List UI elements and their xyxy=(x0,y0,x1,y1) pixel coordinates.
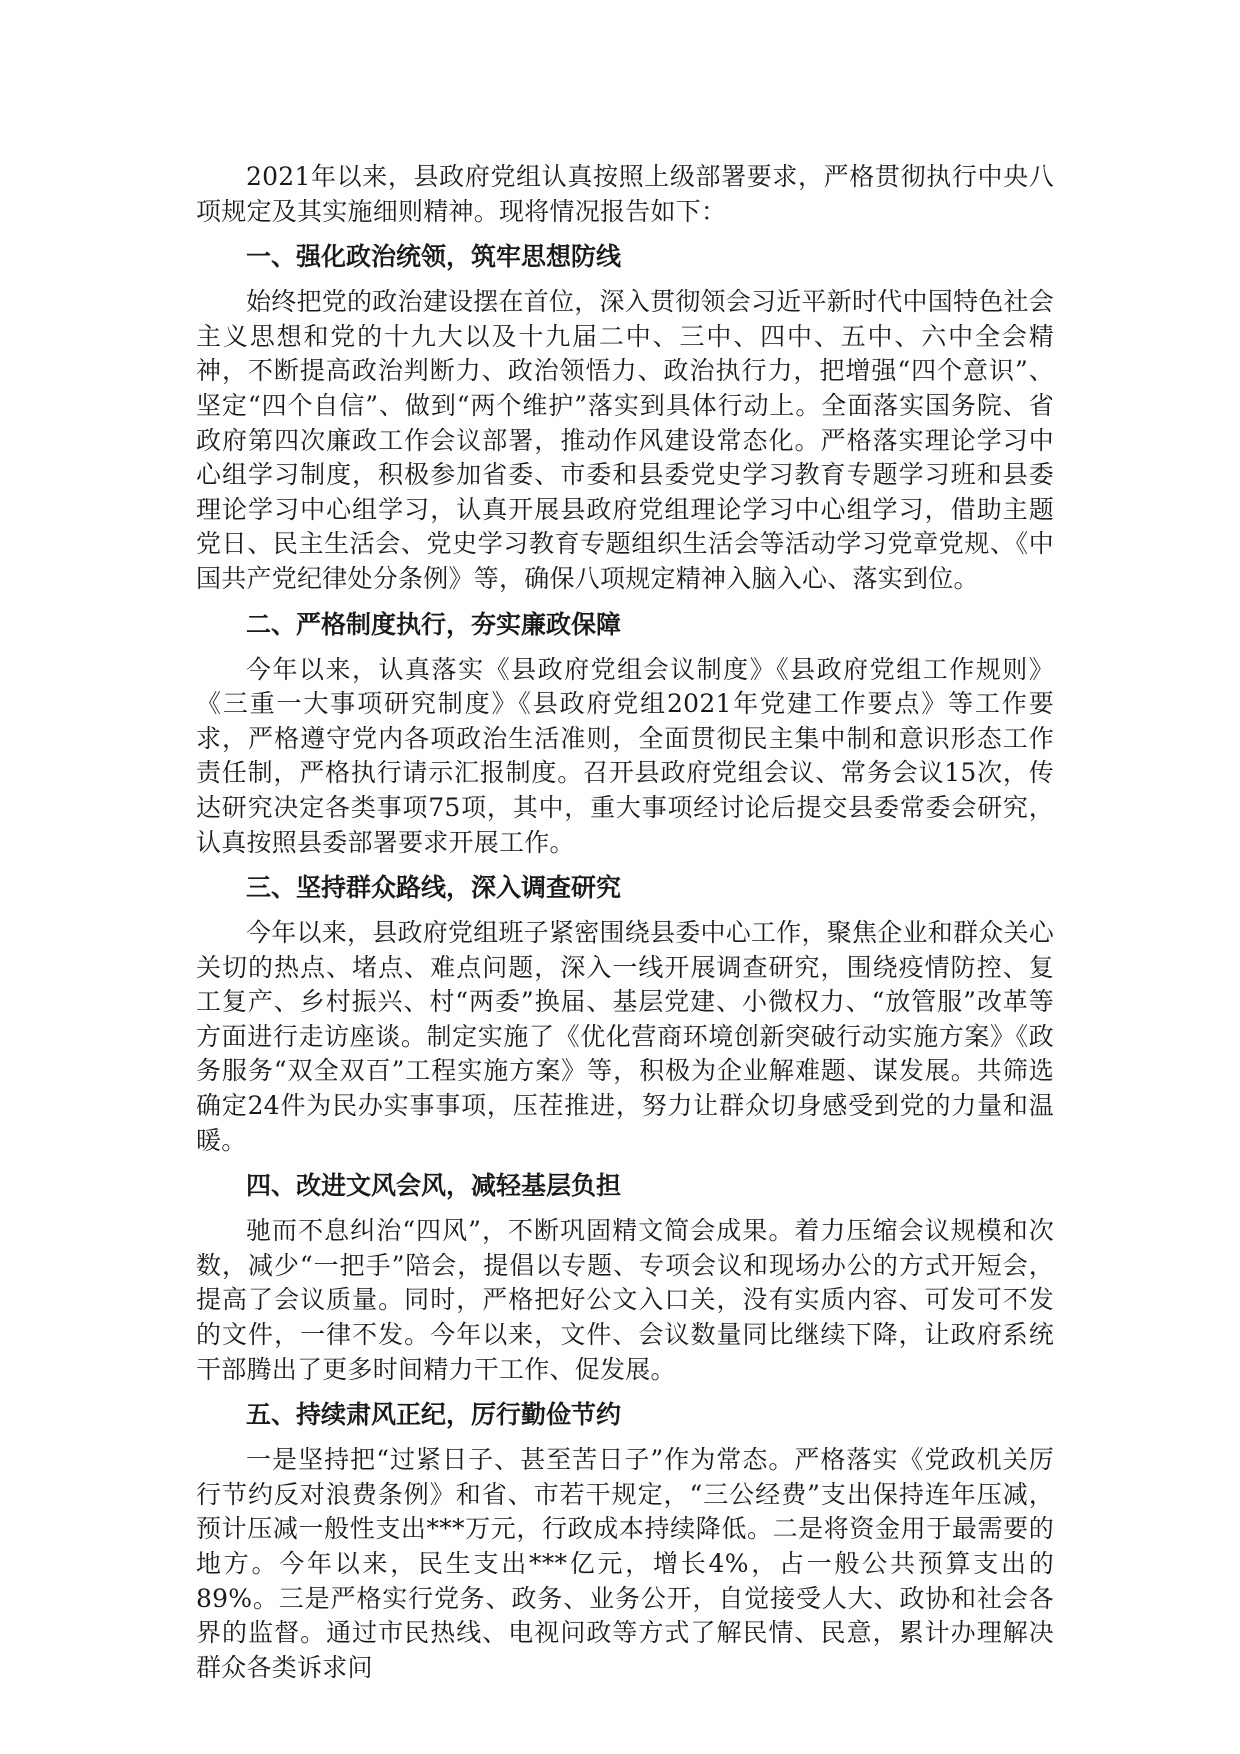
section-4 xyxy=(196,1168,1054,1387)
section-heading: 三、坚持群众路线，深入调查研究 xyxy=(246,873,622,903)
section-body: 驰而不息纠治“四风”，不断巩固精文简会成果。着力压缩会议规模和次数，减少“一把手”陪会，提倡以专题、专项会议和现场办公的方式开短会，提高了会议质量。同时，严格把好公文入口关，没有实质内容、可发可不发的文件，一律不发。今年以来，文件、会议数量同比继续下降，让政府系统干部腾出了更多时间精力干工作、促发展。 xyxy=(196,1216,1054,1384)
section-heading: 二、严格制度执行，夯实廉政保障 xyxy=(246,609,622,639)
section-heading: 一、强化政治统领，筑牢思想防线 xyxy=(246,242,622,272)
section-body: 今年以来，认真落实《县政府党组会议制度》《县政府党组工作规则》《三重一大事项研究制度》《县政府党组2021年党建工作要点》等工作要求，严格遵守党内各项政治生活准则，全面贯彻民主集中制和意识形态工作责任制，严格执行请示汇报制度。召开县政府党组会议、常务会议15次，传达研究决定各类事项75项，其中，重大事项经讨论后提交县委常委会研究，认真按照县委部署要求开展工作。 xyxy=(196,654,1054,857)
document-page xyxy=(196,160,1054,1693)
section-body: 今年以来，县政府党组班子紧密围绕县委中心工作，聚焦企业和群众关心关切的热点、堵点、难点问题，深入一线开展调查研究，围绕疫情防控、复工复产、乡村振兴、村“两委”换届、基层党建、小微权力、“放管服”改革等方面进行走访座谈。制定实施了《优化营商环境创新突破行动实施方案》《政务服务“双全双百”工程实施方案》等，积极为企业解难题、谋发展。共筛选确定24件为民办实事事项，压茬推进，努力让群众切身感受到党的力量和温暖。 xyxy=(196,918,1055,1155)
section-5 xyxy=(196,1397,1054,1685)
section-1 xyxy=(196,239,1054,596)
intro-paragraph: 2021年以来，县政府党组认真按照上级部署要求，严格贯彻执行中央八项规定及其实施细则精神。现将情况报告如下： xyxy=(196,162,1054,226)
section-3 xyxy=(196,870,1054,1158)
section-heading: 五、持续肃风正纪，厉行勤俭节约 xyxy=(246,1400,622,1430)
section-body: 始终把党的政治建设摆在首位，深入贯彻领会习近平新时代中国特色社会主义思想和党的十九大以及十九届二中、三中、四中、五中、六中全会精神，不断提高政治判断力、政治领悟力、政治执行力，把增强“四个意识”、坚定“四个自信”、做到“两个维护”落实到具体行动上。全面落实国务院、省政府第四次廉政工作会议部署，推动作风建设常态化。严格落实理论学习中心组学习制度，积极参加省委、市委和县委党史学习教育专题学习班和县委理论学习中心组学习，认真开展县政府党组理论学习中心组学习，借助主题党日、民主生活会、党史学习教育专题组织生活会等活动学习党章党规、《中国共产党纪律处分条例》等，确保八项规定精神入脑入心、落实到位。 xyxy=(196,287,1055,593)
section-heading: 四、改进文风会风，减轻基层负担 xyxy=(246,1171,622,1201)
section-2 xyxy=(196,607,1054,861)
section-body: 一是坚持把“过紧日子、甚至苦日子”作为常态。严格落实《党政机关厉行节约反对浪费条例》和省、市若干规定，“三公经费”支出保持连年压减，预计压减一般性支出***万元，行政成本持续降低。二是将资金用于最需要的地方。今年以来，民生支出***亿元，增长4%，占一般公共预算支出的89%。三是严格实行党务、政务、业务公开，自觉接受人大、政协和社会各界的监督。通过市民热线、电视问政等方式了解民情、民意，累计办理解决群众各类诉求问 xyxy=(196,1445,1054,1682)
